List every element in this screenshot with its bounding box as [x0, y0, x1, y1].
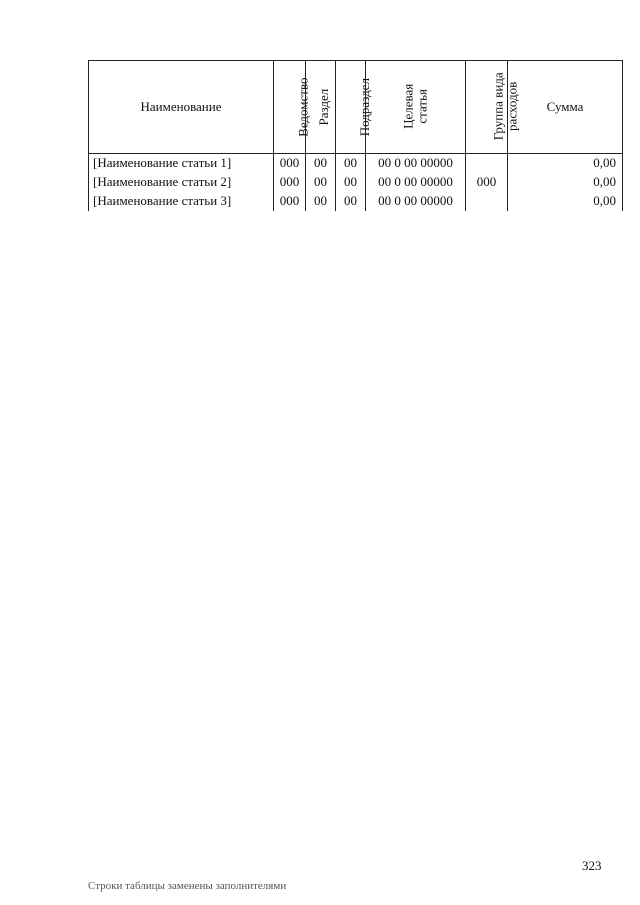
cell-subsection: 00 [336, 154, 366, 174]
header-sum: Сумма [508, 61, 623, 154]
cell-subsection: 00 [336, 173, 366, 192]
cell-sum: 0,00 [508, 154, 623, 174]
cell-name: [Наименование статьи 3] [89, 192, 274, 211]
table-row [89, 173, 623, 192]
cell-group [466, 192, 508, 211]
cell-section: 00 [306, 154, 336, 174]
cell-target: 00 0 00 00000 [366, 154, 466, 174]
budget-table-container [88, 60, 622, 211]
header-target: Целевая статья [366, 61, 466, 154]
page-number: 323 [582, 858, 602, 873]
cell-sum: 0,00 [508, 192, 623, 211]
cell-target: 00 0 00 00000 [366, 192, 466, 211]
budget-table [88, 60, 623, 211]
header-section: Раздел [306, 61, 336, 154]
table-row [89, 192, 623, 211]
cell-section: 00 [306, 192, 336, 211]
header-group: Группа вида расходов [466, 61, 508, 154]
cell-group [466, 154, 508, 174]
table-header-row [89, 61, 623, 154]
cell-dept: 000 [274, 192, 306, 211]
cell-section: 00 [306, 173, 336, 192]
placeholder-note: Строки таблицы заменены заполнителями [88, 880, 287, 892]
cell-dept: 000 [274, 154, 306, 174]
header-dept: Ведомство [274, 61, 306, 154]
cell-sum: 0,00 [508, 173, 623, 192]
table-row [89, 154, 623, 174]
cell-dept: 000 [274, 173, 306, 192]
cell-subsection: 00 [336, 192, 366, 211]
cell-group: 000 [466, 173, 508, 192]
header-name: Наименование [89, 61, 274, 154]
header-subsection: Подраздел [336, 61, 366, 154]
cell-target: 00 0 00 00000 [366, 173, 466, 192]
cell-name: [Наименование статьи 2] [89, 173, 274, 192]
cell-name: [Наименование статьи 1] [89, 154, 274, 174]
table-body [89, 154, 623, 212]
